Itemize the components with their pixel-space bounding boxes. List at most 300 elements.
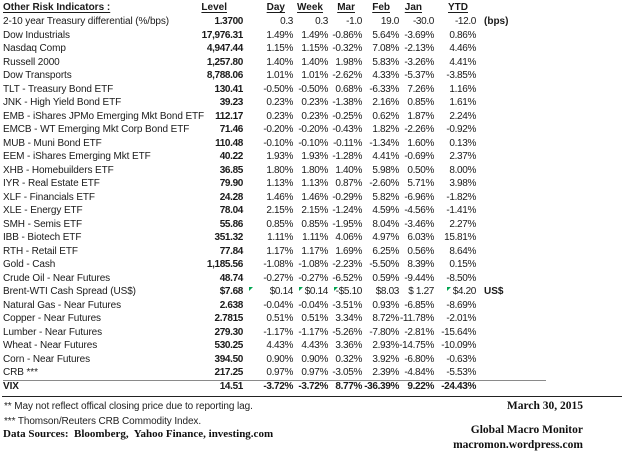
cell-week	[293, 29, 328, 43]
cell-value: 0.56%	[407, 245, 434, 257]
cell-mar	[328, 381, 362, 394]
cell-value: -0.04%	[298, 299, 328, 311]
cell-ytd	[434, 286, 476, 300]
cell-value: -2.62%	[332, 70, 362, 82]
cell-value: -1.41%	[446, 205, 476, 217]
cell-day	[243, 151, 293, 165]
cell-value: 4.43%	[301, 340, 328, 352]
comment-flag-icon	[334, 287, 338, 291]
cell-value: -0.32%	[332, 43, 362, 55]
cell-ytd	[434, 232, 476, 246]
cell-note	[476, 70, 546, 84]
cell-mar	[328, 272, 362, 286]
cell-level	[193, 70, 243, 84]
cell-note	[476, 83, 546, 97]
cell-value: 0.90%	[301, 353, 328, 365]
cell-mar	[328, 232, 362, 246]
cell-value: 217.25	[214, 367, 243, 379]
cell-value: -1.08%	[298, 259, 328, 271]
cell-ytd	[434, 353, 476, 367]
cell-ytd	[434, 381, 476, 394]
cell-value: 1.01%	[301, 70, 328, 82]
cell-value: -2.13%	[404, 43, 434, 55]
cell-value: -0.27%	[298, 272, 328, 284]
cell-value: -0.10%	[263, 137, 293, 149]
cell-value: 1.93%	[301, 151, 328, 163]
cell-feb	[362, 272, 399, 286]
row-label: XLE - Energy ETF	[3, 205, 83, 217]
cell-label	[3, 164, 193, 178]
cell-week	[293, 110, 328, 124]
bottom-rule	[2, 396, 622, 397]
row-label: MUB - Muni Bond ETF	[3, 137, 102, 149]
cell-value: -0.20%	[263, 124, 293, 136]
cell-value: 2.39%	[372, 367, 399, 379]
cell-value: 1.69%	[335, 245, 362, 257]
cell-feb	[362, 367, 399, 381]
table-title-cell	[3, 1, 193, 16]
cell-ytd	[434, 326, 476, 340]
cell-day	[243, 313, 293, 327]
cell-ytd	[434, 299, 476, 313]
cell-value: -14.75%	[399, 340, 434, 352]
cell-label	[3, 56, 193, 70]
cell-day	[243, 16, 293, 30]
cell-value: 0.23%	[301, 110, 328, 122]
cell-value: -2.60%	[369, 178, 399, 190]
cell-level	[193, 326, 243, 340]
cell-day	[243, 367, 293, 381]
column-header-label: Jan	[404, 2, 422, 14]
cell-value: 40.22	[219, 151, 243, 163]
cell-mar	[328, 218, 362, 232]
cell-label	[3, 70, 193, 84]
cell-value: 48.74	[219, 272, 243, 284]
cell-feb	[362, 124, 399, 138]
cell-jan	[399, 313, 434, 327]
cell-value: -0.92%	[446, 124, 476, 136]
cell-value: -3.46%	[404, 218, 434, 230]
cell-value: 1.61%	[449, 97, 476, 109]
cell-day	[243, 191, 293, 205]
column-header-label: Mar	[337, 2, 355, 14]
cell-label	[3, 191, 193, 205]
row-label: IBB - Biotech ETF	[3, 232, 82, 244]
row-label: 2-10 year Treasury differential (%/bps)	[3, 16, 169, 28]
cell-value: -9.44%	[404, 272, 434, 284]
cell-level	[193, 218, 243, 232]
cell-week	[293, 97, 328, 111]
table-title: Other Risk Indicators :	[3, 2, 111, 14]
cell-value: 1.60%	[407, 137, 434, 149]
cell-day	[243, 124, 293, 138]
cell-note	[476, 191, 546, 205]
table-row	[3, 97, 546, 111]
cell-level	[193, 56, 243, 70]
cell-jan	[399, 178, 434, 192]
row-label: IYR - Real Estate ETF	[3, 178, 100, 190]
cell-note	[476, 137, 546, 151]
cell-level	[193, 367, 243, 381]
cell-value: -0.04%	[263, 299, 293, 311]
cell-feb	[362, 245, 399, 259]
cell-value: -6.52%	[332, 272, 362, 284]
row-label: Lumber - Near Futures	[3, 326, 103, 338]
row-label: Wheat - Near Futures	[3, 340, 98, 352]
cell-value: $8.03	[375, 286, 399, 298]
column-header-label: Feb	[372, 2, 390, 14]
cell-value: -0.25%	[332, 110, 362, 122]
cell-value: 1.17%	[301, 245, 328, 257]
cell-ytd	[434, 56, 476, 70]
cell-mar	[328, 340, 362, 354]
cell-week	[293, 124, 328, 138]
column-header-feb	[362, 1, 399, 16]
cell-value: 1.11%	[267, 232, 293, 244]
row-label: RTH - Retail ETF	[3, 245, 78, 257]
cell-value: -2.26%	[404, 124, 434, 136]
cell-feb	[362, 205, 399, 219]
cell-value: -5.53%	[446, 367, 476, 379]
cell-ytd	[434, 29, 476, 43]
cell-day	[243, 97, 293, 111]
report-date: March 30, 2015	[506, 400, 583, 412]
cell-week	[293, 272, 328, 286]
table-row	[3, 340, 546, 354]
table-row	[3, 245, 546, 259]
cell-value: 39.23	[219, 97, 243, 109]
cell-ytd	[434, 218, 476, 232]
cell-mar	[328, 56, 362, 70]
cell-week	[293, 137, 328, 151]
cell-ytd	[434, 178, 476, 192]
cell-day	[243, 218, 293, 232]
cell-value: -11.78%	[399, 313, 434, 325]
cell-value: 2.15%	[301, 205, 328, 217]
cell-value: 530.25	[214, 340, 243, 352]
cell-ytd	[434, 313, 476, 327]
cell-value: 8.64%	[449, 245, 476, 257]
cell-note	[476, 56, 546, 70]
column-header-jan	[399, 1, 434, 16]
row-label: SMH - Semis ETF	[3, 218, 83, 230]
cell-jan	[399, 286, 434, 300]
cell-value: 78.04	[219, 205, 243, 217]
cell-ytd	[434, 97, 476, 111]
cell-value: -1.95%	[332, 218, 362, 230]
cell-ytd	[434, 43, 476, 57]
cell-feb	[362, 191, 399, 205]
cell-value: 8.00%	[449, 164, 476, 176]
risk-indicators-table	[3, 1, 546, 394]
cell-note	[476, 124, 546, 138]
table-row	[3, 286, 546, 300]
cell-feb	[362, 151, 399, 165]
cell-label	[3, 97, 193, 111]
cell-day	[243, 137, 293, 151]
cell-value: 24.28	[219, 191, 243, 203]
cell-note	[476, 326, 546, 340]
cell-jan	[399, 326, 434, 340]
cell-label	[3, 353, 193, 367]
cell-mar	[328, 97, 362, 111]
cell-feb	[362, 340, 399, 354]
cell-label	[3, 124, 193, 138]
cell-day	[243, 232, 293, 246]
cell-day	[243, 70, 293, 84]
cell-week	[293, 245, 328, 259]
cell-day	[243, 272, 293, 286]
cell-week	[293, 326, 328, 340]
cell-level	[193, 340, 243, 354]
cell-value: 0.87%	[335, 178, 362, 190]
cell-feb	[362, 97, 399, 111]
cell-value: -0.29%	[332, 191, 362, 203]
table-row	[3, 178, 546, 192]
cell-value: 7.26%	[407, 83, 434, 95]
cell-value: 1.46%	[266, 191, 293, 203]
cell-value: 1.13%	[266, 178, 293, 190]
cell-value: 0.3	[280, 16, 293, 28]
cell-feb	[362, 70, 399, 84]
cell-mar	[328, 137, 362, 151]
column-header-week	[293, 1, 328, 16]
cell-level	[193, 178, 243, 192]
cell-value: 0.13%	[449, 137, 476, 149]
cell-note	[476, 353, 546, 367]
cell-value: 0.51%	[266, 313, 293, 325]
cell-value: -4.56%	[404, 205, 434, 217]
row-label: EMCB - WT Emerging Mkt Corp Bond ETF	[3, 124, 190, 136]
cell-value: -0.69%	[404, 151, 434, 163]
cell-value: 1.3700	[214, 16, 243, 28]
cell-value: -4.84%	[404, 367, 434, 379]
cell-value: 2.15%	[266, 205, 293, 217]
cell-ytd	[434, 245, 476, 259]
cell-value: $0.14	[269, 286, 293, 298]
cell-value: 130.41	[214, 83, 243, 95]
cell-value: 5.82%	[372, 191, 399, 203]
cell-mar	[328, 178, 362, 192]
cell-jan	[399, 164, 434, 178]
cell-week	[293, 191, 328, 205]
cell-week	[293, 43, 328, 57]
cell-level	[193, 137, 243, 151]
cell-label	[3, 299, 193, 313]
cell-level	[193, 299, 243, 313]
row-label: Dow Transports	[3, 70, 72, 82]
comment-flag-icon	[447, 287, 451, 291]
cell-value: -2.23%	[332, 259, 362, 271]
cell-value: 2.16%	[372, 97, 399, 109]
cell-week	[293, 232, 328, 246]
cell-week	[293, 205, 328, 219]
cell-value: 4.33%	[372, 70, 399, 82]
cell-week	[293, 367, 328, 381]
cell-note	[476, 299, 546, 313]
cell-value: 3.92%	[372, 353, 399, 365]
cell-feb	[362, 16, 399, 30]
cell-value: -8.50%	[446, 272, 476, 284]
cell-value: 77.84	[219, 245, 243, 257]
row-label: JNK - High Yield Bond ETF	[3, 97, 122, 109]
column-header-label: Day	[266, 2, 285, 14]
cell-mar	[328, 124, 362, 138]
cell-jan	[399, 205, 434, 219]
cell-day	[243, 110, 293, 124]
column-header-label: Level	[201, 2, 227, 14]
cell-mar	[328, 191, 362, 205]
cell-note	[476, 16, 546, 30]
table-row	[3, 137, 546, 151]
table-row	[3, 56, 546, 70]
table-row	[3, 353, 546, 367]
cell-mar	[328, 70, 362, 84]
cell-note	[476, 218, 546, 232]
cell-note	[476, 245, 546, 259]
column-header-note	[476, 1, 546, 16]
table-row	[3, 259, 546, 273]
cell-value: 14.51	[219, 381, 243, 393]
cell-note	[476, 232, 546, 246]
cell-value: -0.11%	[333, 137, 362, 149]
row-label: Crude Oil - Near Futures	[3, 272, 111, 284]
cell-value: 4.43%	[266, 340, 293, 352]
cell-value: -1.34%	[369, 137, 399, 149]
cell-value: 0.23%	[266, 110, 293, 122]
cell-feb	[362, 164, 399, 178]
cell-mar	[328, 164, 362, 178]
cell-week	[293, 286, 328, 300]
cell-value: 1.46%	[301, 191, 328, 203]
cell-value: 5.98%	[372, 164, 399, 176]
table-row	[3, 124, 546, 138]
cell-value: 2.24%	[449, 110, 476, 122]
cell-value: 2.7815	[214, 313, 243, 325]
cell-value: -1.24%	[332, 205, 362, 217]
unit-annotation: US$	[484, 286, 504, 298]
cell-value: 2.638	[219, 299, 243, 311]
cell-label	[3, 16, 193, 30]
table-row	[3, 272, 546, 286]
cell-value: 0.3	[315, 16, 328, 28]
table-row	[3, 70, 546, 84]
cell-level	[193, 353, 243, 367]
table-row	[3, 205, 546, 219]
cell-value: -0.20%	[298, 124, 328, 136]
cell-value: -5.50%	[369, 259, 399, 271]
cell-level	[193, 43, 243, 57]
cell-value: 0.32%	[335, 353, 362, 365]
cell-jan	[399, 340, 434, 354]
cell-value: -36.39%	[364, 381, 399, 393]
cell-label	[3, 326, 193, 340]
cell-label	[3, 286, 193, 300]
cell-value: 394.50	[214, 353, 243, 365]
publication-url: macromon.wordpress.com	[453, 439, 583, 451]
cell-value: -6.85%	[404, 299, 434, 311]
cell-note	[476, 205, 546, 219]
cell-value: -1.0	[346, 16, 362, 28]
footnote-crb-index: *** Thomson/Reuters CRB Commodity Index.	[4, 416, 202, 427]
cell-day	[243, 205, 293, 219]
cell-value: -3.72%	[298, 381, 328, 393]
cell-value: -7.80%	[369, 326, 399, 338]
cell-value: 7.08%	[372, 43, 399, 55]
cell-feb	[362, 353, 399, 367]
comment-flag-icon	[299, 287, 303, 291]
footnote-reporting-lag: ** May not reflect offical closing price due to reporting lag.	[4, 401, 253, 412]
cell-value: -24.43%	[441, 381, 476, 393]
cell-value: 1.80%	[266, 164, 293, 176]
cell-value: $ 1.27	[408, 286, 434, 298]
cell-week	[293, 164, 328, 178]
cell-mar	[328, 353, 362, 367]
cell-day	[243, 286, 293, 300]
cell-mar	[328, 83, 362, 97]
column-header-label: YTD	[448, 2, 468, 14]
cell-value: 17,976.31	[201, 29, 243, 41]
cell-value: 71.46	[219, 124, 243, 136]
cell-value: 0.90%	[266, 353, 293, 365]
cell-mar	[328, 299, 362, 313]
cell-value: 5.83%	[372, 56, 399, 68]
data-sources: Data Sources: Bloomberg, Yahoo Finance, investing.com	[3, 428, 274, 440]
cell-note	[476, 43, 546, 57]
cell-value: 1.40%	[266, 56, 293, 68]
cell-note	[476, 29, 546, 43]
cell-value: 279.30	[214, 326, 243, 338]
cell-value: -3.85%	[446, 70, 476, 82]
cell-value: -0.50%	[298, 83, 328, 95]
table-row	[3, 326, 546, 340]
cell-value: -3.26%	[404, 56, 434, 68]
cell-value: 6.03%	[407, 232, 434, 244]
cell-value: 4.41%	[449, 56, 476, 68]
cell-feb	[362, 110, 399, 124]
column-header-ytd	[434, 1, 476, 16]
cell-value: 1.16%	[449, 83, 476, 95]
cell-value: -0.10%	[298, 137, 328, 149]
cell-level	[193, 286, 243, 300]
cell-jan	[399, 29, 434, 43]
cell-value: 2.37%	[449, 151, 476, 163]
cell-level	[193, 97, 243, 111]
row-label: Brent-WTI Cash Spread (US$)	[3, 286, 136, 298]
cell-value: -0.43%	[332, 124, 362, 136]
cell-value: 1.15%	[266, 43, 293, 55]
row-label: EEM - iShares Emerging Mkt ETF	[3, 151, 151, 163]
cell-level	[193, 259, 243, 273]
cell-jan	[399, 232, 434, 246]
cell-mar	[328, 367, 362, 381]
cell-value: 0.59%	[372, 272, 399, 284]
cell-day	[243, 353, 293, 367]
cell-label	[3, 313, 193, 327]
cell-jan	[399, 259, 434, 273]
cell-mar	[328, 286, 362, 300]
cell-value: -6.80%	[404, 353, 434, 365]
cell-level	[193, 151, 243, 165]
row-label: TLT - Treasury Bond ETF	[3, 83, 114, 95]
cell-mar	[328, 29, 362, 43]
cell-day	[243, 43, 293, 57]
cell-value: -5.26%	[332, 326, 362, 338]
cell-value: -1.17%	[263, 326, 293, 338]
cell-ytd	[434, 110, 476, 124]
column-header-level	[193, 1, 243, 16]
cell-label	[3, 29, 193, 43]
